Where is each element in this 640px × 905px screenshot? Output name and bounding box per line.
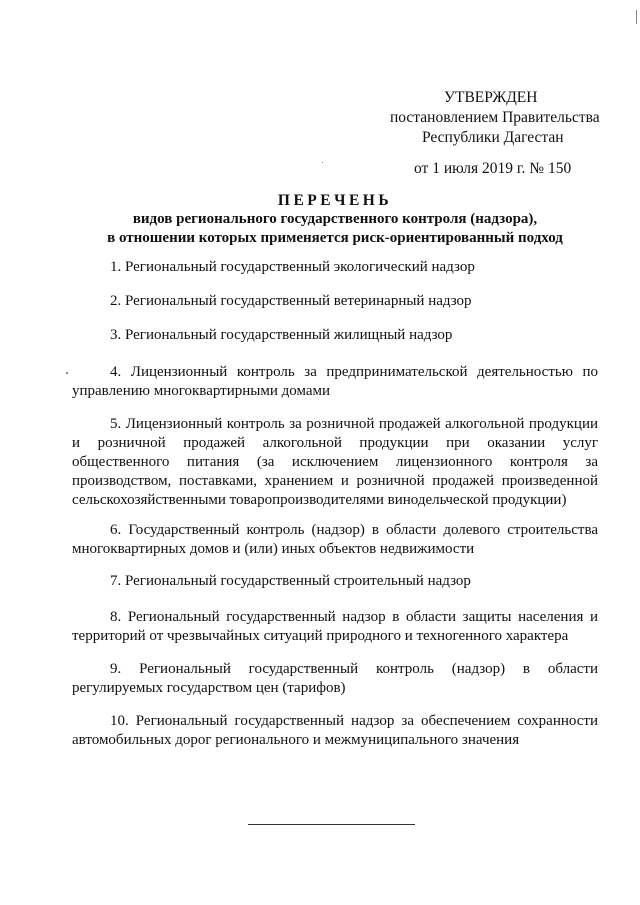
approval-heading: УТВЕРЖДЕН [444,89,538,106]
list-item: 2. Региональный государственный ветеринарный надзор [110,293,472,309]
approval-date-number: от 1 июля 2019 г. № 150 [414,160,572,177]
approval-resolution: постановлением Правительства [390,109,600,126]
approval-stamp [360,88,620,179]
scan-speck [636,10,637,24]
list-item: 5. Лицензионный контроль за розничной продажей алкогольной продукции и розничной продажей алкогольной продукции при оказании услуг общественного питания (за исключением лицензионного контроля за производством, поставками, хранением и розничной продажей произведенной сельскохозяйственными товаропроизводителями винодельческой продукции) [72,416,598,508]
closing-rule [248,824,415,825]
list-item: 6. Государственный контроль (надзор) в области долевого строительства многоквартирных домов и (или) иных объектов недвижимости [72,522,598,557]
approval-republic: Республики Дагестан [422,129,564,146]
list-item: 7. Региональный государственный строительный надзор [110,573,471,589]
list-item: 1. Региональный государственный экологический надзор [110,259,475,275]
list-item: 4. Лицензионный контроль за предпринимательской деятельностью по управлению многоквартирными домами [72,364,598,399]
list-item: 10. Региональный государственный надзор за обеспечением сохранности автомобильных дорог регионального и межмуниципального значения [72,713,598,748]
document-subtitle-line1: видов регионального государственного контроля (надзора), [132,211,538,227]
scan-speck [66,372,68,374]
list-item: 8. Региональный государственный надзор в области защиты населения и территорий от чрезвычайных ситуаций природного и техногенного характера [72,609,598,644]
list-item: 9. Региональный государственный контроль (надзор) в области регулируемых государством цен (тарифов) [72,661,598,696]
document-subtitle-line2: в отношении которых применяется риск-ориентированный подход [107,230,563,246]
document-title: ПЕРЕЧЕНЬ [277,192,393,209]
list-item: 3. Региональный государственный жилищный надзор [110,327,453,343]
scan-speck [322,162,323,163]
